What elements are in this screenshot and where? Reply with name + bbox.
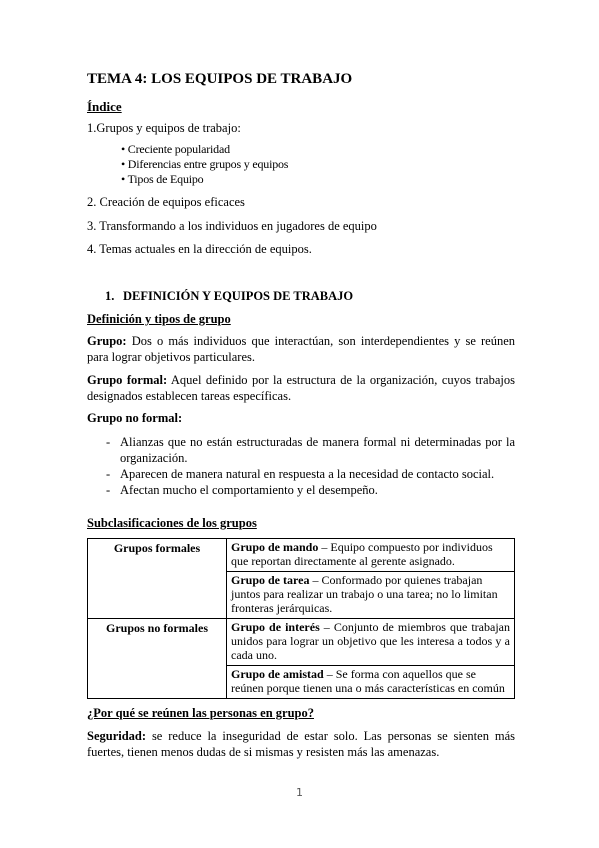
subsection-heading: Definición y tipos de grupo xyxy=(87,312,231,326)
grupo-formal-def: Aquel definido por la estructura de la organización, cuyos trabajos designados establecen tareas específicas. xyxy=(87,373,515,403)
document-title: TEMA 4: LOS EQUIPOS DE TRABAJO xyxy=(87,71,353,87)
grupo-term: Grupo: xyxy=(87,334,127,348)
grupo-no-formal-heading: Grupo no formal: xyxy=(87,411,183,425)
seguridad-term: Seguridad: xyxy=(87,729,147,743)
grupo-formal-definition xyxy=(87,372,515,404)
table-row xyxy=(88,539,515,572)
table-cell: Grupo de tarea – Conformado por quienes trabajan juntos para realizar un trabajo o una tarea; no lo limitan fronteras jerárquicas. xyxy=(227,572,515,619)
list-item: - Afectan mucho el comportamiento y el desempeño. xyxy=(106,483,378,497)
seguridad-def: se reduce la inseguridad de estar solo. Las personas se sienten más fuertes, tienen menos dudas de si mismas y resisten más las amenazas. xyxy=(87,729,515,759)
list-item: - Aparecen de manera natural en respuesta a la necesidad de contacto social. xyxy=(106,467,495,481)
index-item-2: 2. Creación de equipos eficaces xyxy=(87,195,245,209)
index-item-1: 1.Grupos y equipos de trabajo: xyxy=(87,121,241,135)
table-cell-label: Grupos formales xyxy=(88,539,227,619)
grupo-definition xyxy=(87,333,515,365)
table-cell: Grupo de interés – Conjunto de miembros que trabajan unidos para lograr un objetivo que les interesa a todos y a cada uno. xyxy=(227,619,515,666)
table-row xyxy=(88,619,515,666)
index-bullet: • Creciente popularidad xyxy=(121,142,230,156)
table-cell-label: Grupos no formales xyxy=(88,619,227,699)
page-number: 1 xyxy=(296,786,303,799)
section-heading-text: DEFINICIÓN Y EQUIPOS DE TRABAJO xyxy=(123,289,354,303)
no-formal-list xyxy=(87,434,515,498)
index-bullet: • Tipos de Equipo xyxy=(121,172,204,186)
subclass-table xyxy=(87,538,515,699)
table-cell: Grupo de mando – Equipo compuesto por individuos que reportan directamente al gerente asignado. xyxy=(227,539,515,572)
index-item-4: 4. Temas actuales en la dirección de equipos. xyxy=(87,242,312,256)
list-item: - Alianzas que no están estructuradas de manera formal ni determinadas por la organización. xyxy=(106,435,515,465)
index-bullet: • Diferencias entre grupos y equipos xyxy=(121,157,289,171)
section-number: 1. xyxy=(105,289,115,303)
grupo-def: Dos o más individuos que interactúan, son interdependientes y se reúnen para lograr objetivos particulares. xyxy=(87,334,515,364)
table-cell: Grupo de amistad – Se forma con aquellos que se reúnen porque tienen una o más características en común xyxy=(227,666,515,699)
seguridad-paragraph xyxy=(87,728,515,760)
why-heading: ¿Por qué se reúnen las personas en grupo? xyxy=(87,706,314,720)
grupo-formal-term: Grupo formal: xyxy=(87,373,168,387)
index-heading: Índice xyxy=(87,99,122,114)
index-item-3: 3. Transformando a los individuos en jugadores de equipo xyxy=(87,219,377,233)
section-heading xyxy=(105,289,353,304)
subclass-heading: Subclasificaciones de los grupos xyxy=(87,516,257,530)
